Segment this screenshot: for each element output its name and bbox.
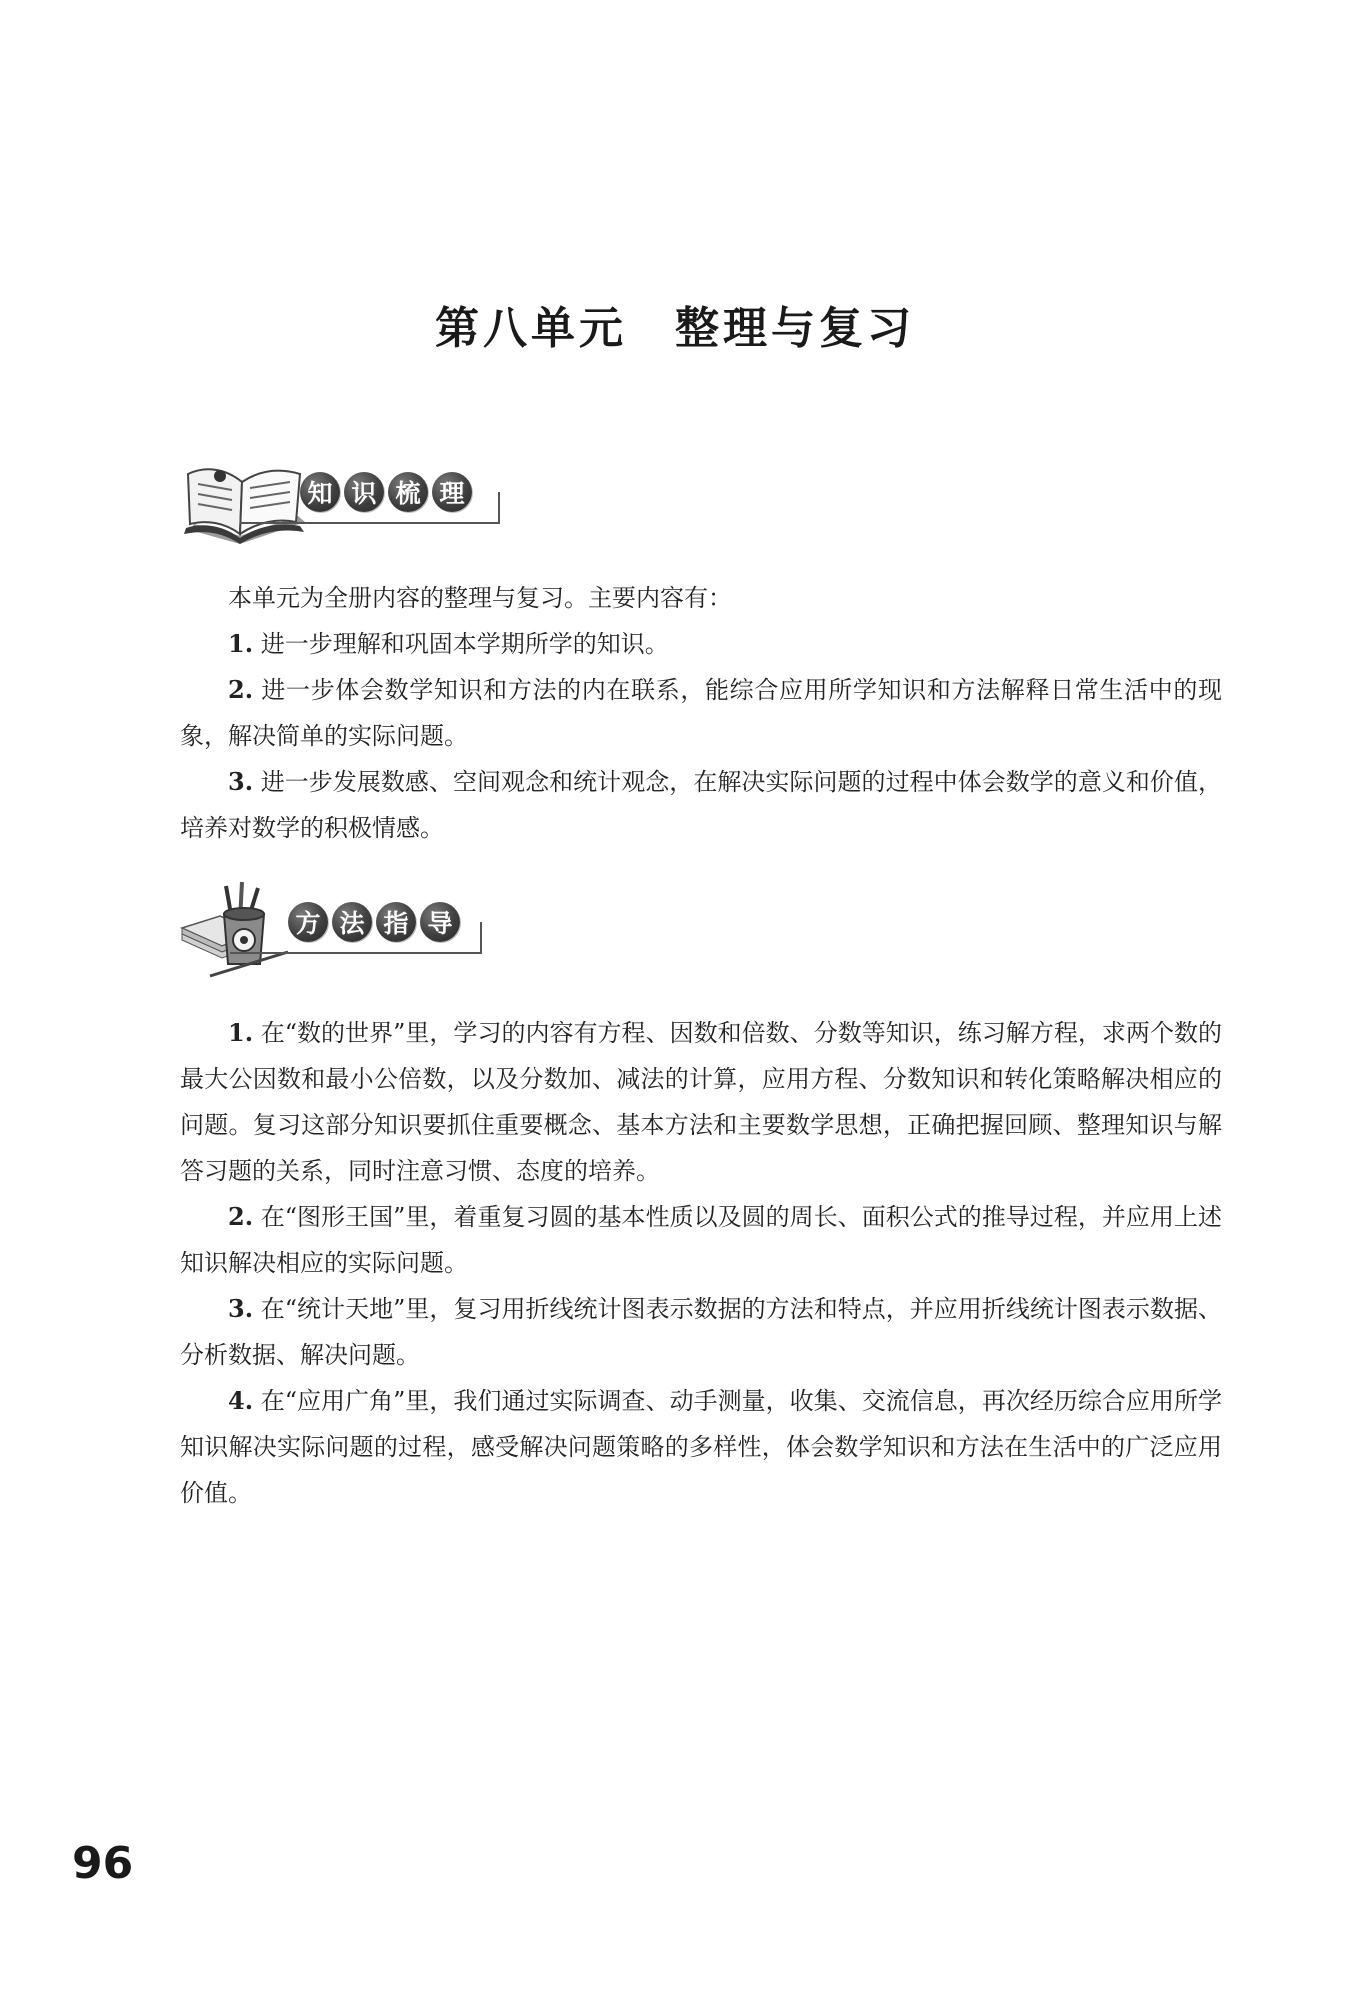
- section-underline: [240, 522, 500, 524]
- item-text: 进一步体会数学知识和方法的内在联系，能综合应用所学知识和方法解释日常生活中的现象，解决简单的实际问题。: [180, 676, 1222, 750]
- item-number: 2.: [228, 675, 254, 704]
- item-text: 进一步理解和巩固本学期所学的知识。: [260, 630, 669, 658]
- unit-title-name: 整理与复习: [675, 303, 915, 354]
- section-char: 方: [288, 902, 328, 942]
- section-underline-tick: [498, 492, 500, 524]
- unit-title-number: 第八单元: [435, 303, 627, 354]
- item-text: 进一步发展数感、空间观念和统计观念，在解决实际问题的过程中体会数学的意义和价值，培养对数学的积极情感。: [180, 768, 1222, 842]
- method-item: [180, 1378, 1222, 1516]
- item-text: 在“图形王国”里，着重复习圆的基本性质以及圆的周长、面积公式的推导过程，并应用上述知识解决相应的实际问题。: [180, 1203, 1222, 1277]
- section-heading-knowledge: [180, 452, 510, 562]
- section-char: 理: [432, 472, 472, 512]
- section-char: 知: [300, 472, 340, 512]
- section-char: 梳: [388, 472, 428, 512]
- section-char: 指: [376, 902, 416, 942]
- knowledge-item: [180, 621, 1222, 667]
- item-number: 3.: [228, 767, 254, 796]
- method-item: [180, 1010, 1222, 1194]
- open-book-icon: [180, 452, 310, 552]
- item-number: 1.: [228, 1018, 254, 1047]
- section-title-method: [288, 902, 460, 942]
- section-underline: [230, 952, 482, 954]
- item-number: 4.: [228, 1386, 254, 1415]
- section-char: 导: [420, 902, 460, 942]
- item-number: 2.: [228, 1202, 254, 1231]
- knowledge-item: [180, 667, 1222, 759]
- method-item: [180, 1286, 1222, 1378]
- section-title-knowledge: [300, 472, 472, 512]
- method-item: [180, 1194, 1222, 1286]
- knowledge-item: [180, 759, 1222, 851]
- item-text: 在“统计天地”里，复习用折线统计图表示数据的方法和特点，并应用折线统计图表示数据、分析数据、解决问题。: [180, 1295, 1222, 1369]
- item-text: 在“应用广角”里，我们通过实际调查、动手测量，收集、交流信息，再次经历综合应用所学知识解决实际问题的过程，感受解决问题策略的多样性，体会数学知识和方法在生活中的广泛应用价值。: [180, 1387, 1222, 1507]
- unit-title: [0, 292, 1350, 356]
- item-text: 在“数的世界”里，学习的内容有方程、因数和倍数、分数等知识，练习解方程，求两个数的最大公因数和最小公倍数，以及分数加、减法的计算，应用方程、分数知识和转化策略解决相应的问题。复习这部分知识要抓住重要概念、基本方法和主要数学思想，正确把握回顾、整理知识与解答习题的关系，同时注意习惯、态度的培养。: [180, 1019, 1222, 1185]
- item-number: 1.: [228, 629, 254, 658]
- page-number: 96: [72, 1838, 134, 1889]
- item-number: 3.: [228, 1294, 254, 1323]
- section-underline-tick: [480, 922, 482, 954]
- section-char: 识: [344, 472, 384, 512]
- section-char: 法: [332, 902, 372, 942]
- section-heading-method: [180, 880, 510, 990]
- knowledge-intro: 本单元为全册内容的整理与复习。主要内容有：: [228, 584, 732, 612]
- pencil-cup-icon: [180, 880, 300, 980]
